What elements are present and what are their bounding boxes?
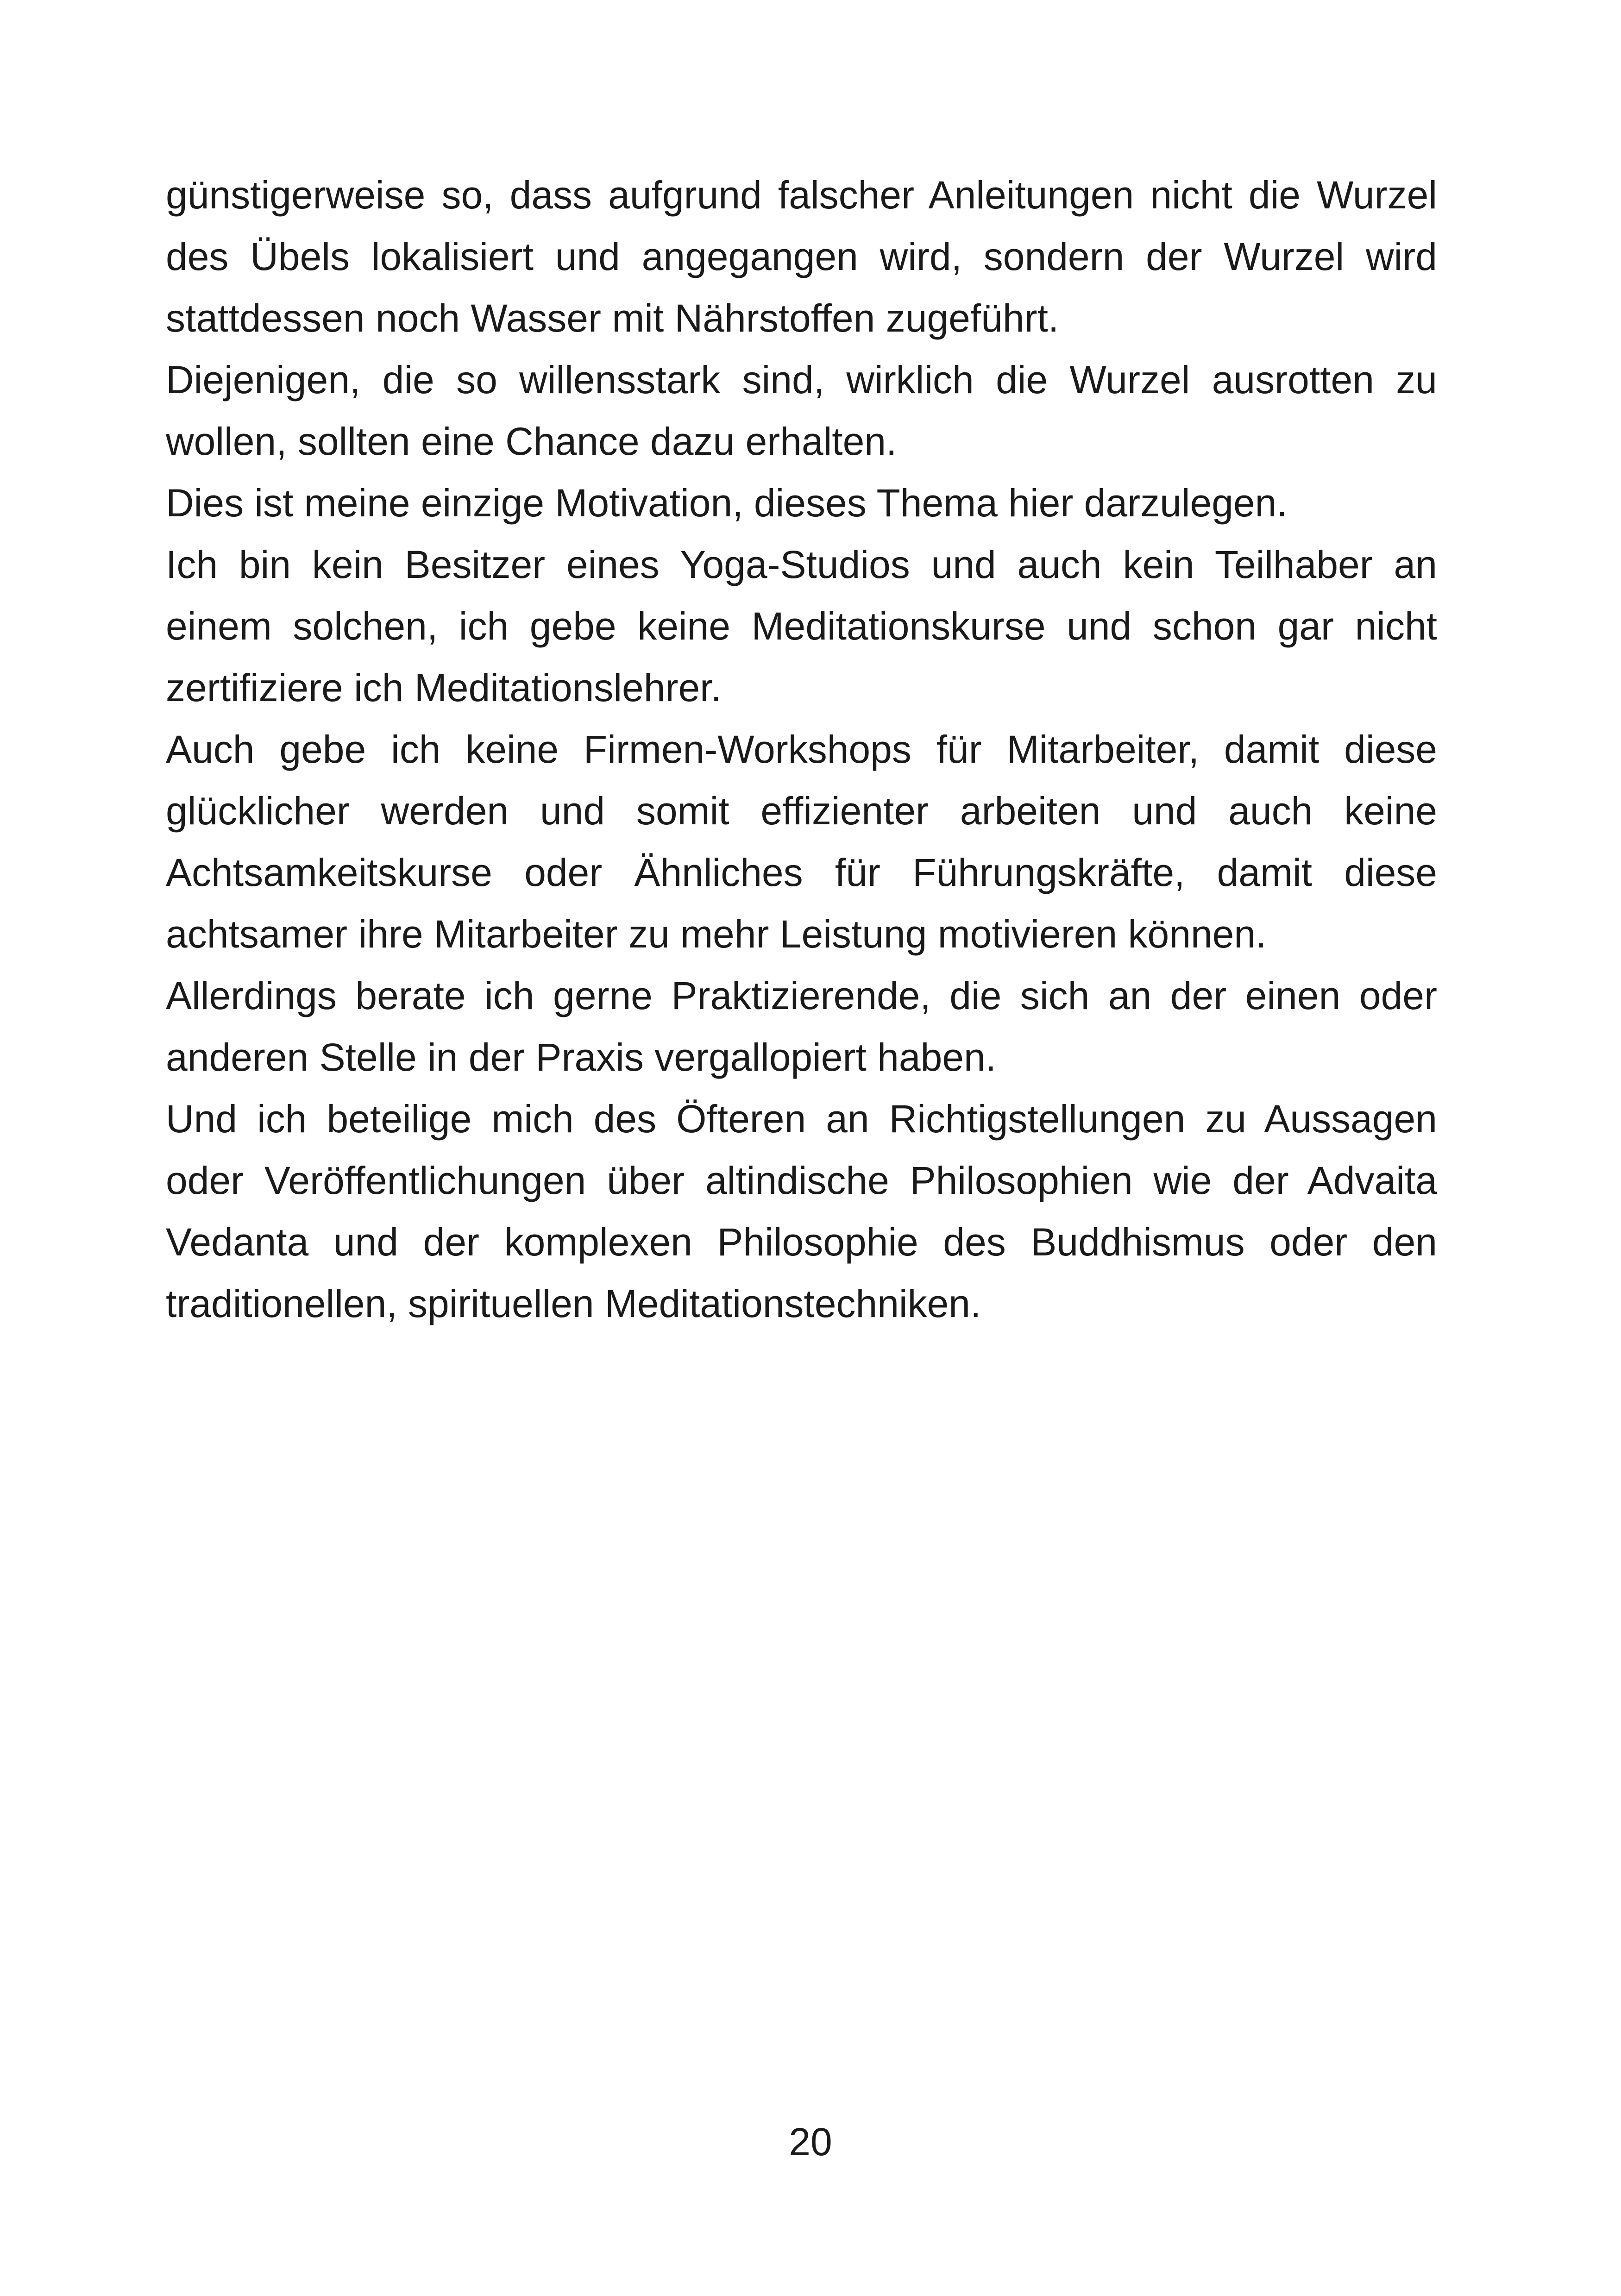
paragraph-5: Auch gebe ich keine Firmen-Workshops für Mitarbeiter, damit diese glücklicher werden und somit effizienter arbeiten und auch keine Achtsamkeitskurse oder Ähnliches für Führungskräfte, damit diese achtsamer ihre Mitarbeiter zu mehr Leistung motivieren können. [166, 728, 1437, 956]
paragraph-1: günstigerweise so, dass aufgrund falscher Anleitungen nicht die Wurzel des Übels lokalisiert und angegangen wird, sondern der Wurzel wird stattdessen noch Wasser mit Nährstoffen zugeführt. [166, 173, 1437, 340]
paragraph-2: Diejenigen, die so willensstark sind, wirklich die Wurzel ausrotten zu wollen, sollten eine Chance dazu erhalten. [166, 358, 1437, 463]
body-text [166, 164, 1437, 1335]
page-number: 20 [789, 2120, 832, 2164]
paragraph-3: Dies ist meine einzige Motivation, dieses Thema hier darzulegen. [166, 481, 1288, 525]
paragraph-4: Ich bin kein Besitzer eines Yoga-Studios und auch kein Teilhaber an einem solchen, ich gebe keine Meditationskurse und schon gar nicht zertifiziere ich Meditationslehrer. [166, 543, 1437, 709]
paragraph-7: Und ich beteilige mich des Öfteren an Richtigstellungen zu Aussagen oder Veröffentlichungen über altindische Philosophien wie der Advaita Vedanta und der komplexen Philosophie des Buddhismus oder den traditionellen, spirituellen Meditationstechniken. [166, 1097, 1437, 1325]
paragraph-6: Allerdings berate ich gerne Praktizierende, die sich an der einen oder anderen Stelle in der Praxis vergallopiert haben. [166, 974, 1437, 1079]
